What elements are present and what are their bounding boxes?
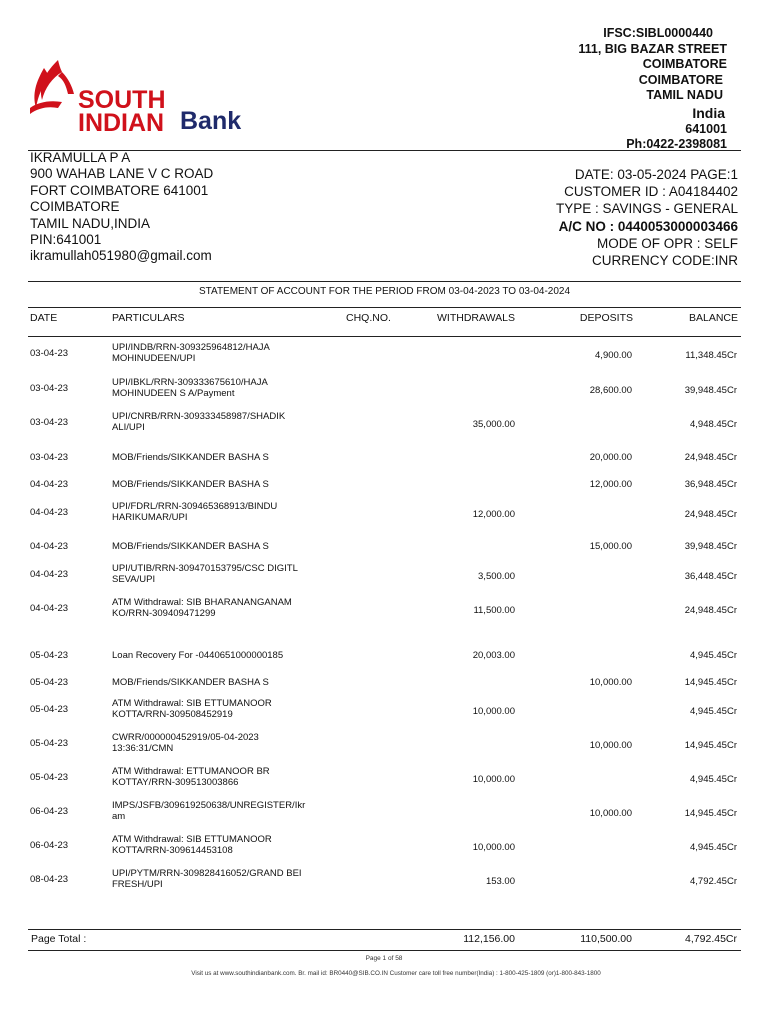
row-date: 04-04-23 <box>30 603 69 614</box>
branch-phone: Ph:0422-2398081 <box>626 137 727 151</box>
customer-addr1: 900 WAHAB LANE V C ROAD <box>30 166 214 182</box>
row-withdrawal: 11,500.00 <box>473 605 515 616</box>
row-particulars <box>112 732 337 754</box>
row-particulars-line1: CWRR/000000452919/05-04-2023 <box>112 732 259 743</box>
branch-country: India <box>692 104 725 121</box>
page-total-withdrawals: 112,156.00 <box>463 933 515 945</box>
row-balance: 39,948.45Cr <box>684 385 737 396</box>
row-particulars-line1: UPI/CNRB/RRN-309333458987/SHADIK <box>112 411 286 422</box>
row-date: 05-04-23 <box>30 677 69 688</box>
row-deposit: 20,000.00 <box>589 452 632 463</box>
logo-bank: Bank <box>180 107 242 135</box>
row-date: 05-04-23 <box>30 650 69 661</box>
row-particulars-line2: KOTTA/RRN-309508452919 <box>112 709 233 720</box>
row-particulars-line2: MOHINUDEEN S A/Payment <box>112 388 235 399</box>
col-date: DATE <box>30 312 58 324</box>
row-particulars <box>112 834 337 856</box>
row-particulars-line1: IMPS/JSFB/309619250638/UNREGISTER/Ikr <box>112 800 306 811</box>
row-balance: 14,945.45Cr <box>684 740 737 751</box>
row-date: 05-04-23 <box>30 772 69 783</box>
row-particulars-line2: FRESH/UPI <box>112 879 163 890</box>
row-balance: 36,948.45Cr <box>684 479 737 490</box>
row-date: 03-04-23 <box>30 452 69 463</box>
row-particulars-line1: UPI/INDB/RRN-309325964812/HAJA <box>112 342 270 353</box>
customer-id: CUSTOMER ID : A04184402 <box>564 184 738 200</box>
page-total-row <box>28 929 741 951</box>
row-date: 05-04-23 <box>30 704 69 715</box>
col-withdrawals: WITHDRAWALS <box>437 312 515 324</box>
branch-city1: COIMBATORE <box>642 57 727 71</box>
customer-addr2: FORT COIMBATORE 641001 <box>30 182 209 198</box>
statement-title: STATEMENT OF ACCOUNT FOR THE PERIOD FROM 03-04-2023 TO 03-04-2024 <box>198 286 571 297</box>
customer-name: IKRAMULLA P A <box>30 150 131 165</box>
row-particulars <box>112 541 337 552</box>
row-withdrawal: 3,500.00 <box>478 571 515 582</box>
row-balance: 4,792.45Cr <box>689 876 737 887</box>
page-total-deposits: 110,500.00 <box>580 933 632 945</box>
row-withdrawal: 153.00 <box>485 876 515 887</box>
logo-indian: INDIAN <box>78 109 165 137</box>
row-particulars-line1: UPI/FDRL/RRN-309465368913/BINDU <box>112 501 278 512</box>
col-chq: CHQ.NO. <box>346 312 391 324</box>
bank-logo <box>28 58 248 138</box>
branch-pin: 641001 <box>685 121 727 136</box>
statement-date-page: DATE: 03-05-2024 PAGE:1 <box>574 167 738 182</box>
row-particulars <box>112 677 337 688</box>
info-divider <box>28 281 741 282</box>
row-balance: 4,945.45Cr <box>689 706 737 717</box>
row-balance: 11,348.45Cr <box>685 350 737 361</box>
customer-pin: PIN:641001 <box>30 232 102 248</box>
row-particulars <box>112 597 337 619</box>
row-date: 06-04-23 <box>30 806 69 817</box>
row-particulars <box>112 411 337 433</box>
logo-south: SOUTH <box>78 86 166 114</box>
col-particulars: PARTICULARS <box>112 312 185 324</box>
customer-email: ikramullah051980@gmail.com <box>30 248 212 264</box>
row-particulars-line2: KO/RRN-309409471299 <box>112 608 216 619</box>
row-particulars <box>112 800 337 822</box>
branch-state: TAMIL NADU <box>646 88 723 102</box>
row-particulars-line1: MOB/Friends/SIKKANDER BASHA S <box>112 677 269 688</box>
row-particulars-line1: MOB/Friends/SIKKANDER BASHA S <box>112 541 269 552</box>
customer-address <box>30 150 213 265</box>
row-particulars-line1: ATM Withdrawal: SIB BHARANANGANAM <box>112 597 292 608</box>
row-balance: 4,945.45Cr <box>689 650 737 661</box>
row-deposit: 10,000.00 <box>589 677 632 688</box>
row-particulars-line2: 13:36:31/CMN <box>112 743 174 754</box>
row-particulars <box>112 868 337 890</box>
row-withdrawal: 10,000.00 <box>472 774 515 785</box>
row-particulars-line1: MOB/Friends/SIKKANDER BASHA S <box>112 479 269 490</box>
row-date: 04-04-23 <box>30 507 69 518</box>
row-withdrawal: 35,000.00 <box>472 419 515 430</box>
row-particulars <box>112 698 337 720</box>
row-particulars <box>112 650 337 661</box>
row-balance: 4,948.45Cr <box>689 419 737 430</box>
account-number: A/C NO : 0440053000003466 <box>558 218 738 234</box>
row-particulars-line1: ATM Withdrawal: SIB ETTUMANOOR <box>112 834 272 845</box>
col-deposits: DEPOSITS <box>579 312 633 324</box>
row-balance: 36,448.45Cr <box>684 571 737 582</box>
currency-code: CURRENCY CODE:INR <box>591 253 738 269</box>
row-particulars <box>112 563 337 585</box>
row-withdrawal: 20,003.00 <box>472 650 515 661</box>
customer-addr3: COIMBATORE <box>30 199 120 215</box>
row-withdrawal: 12,000.00 <box>472 509 515 520</box>
account-type: TYPE : SAVINGS - GENERAL <box>555 201 738 217</box>
row-particulars-line1: Loan Recovery For -0440651000000185 <box>112 650 284 661</box>
row-date: 03-04-23 <box>30 417 69 428</box>
row-date: 08-04-23 <box>30 874 69 885</box>
row-particulars-line2: HARIKUMAR/UPI <box>112 512 188 523</box>
row-deposit: 4,900.00 <box>595 350 632 361</box>
row-particulars-line1: ATM Withdrawal: ETTUMANOOR BR <box>112 766 270 777</box>
row-withdrawal: 10,000.00 <box>472 842 515 853</box>
row-deposit: 28,600.00 <box>589 385 632 396</box>
customer-addr4: TAMIL NADU,INDIA <box>30 215 151 231</box>
row-deposit: 15,000.00 <box>589 541 632 552</box>
row-date: 03-04-23 <box>30 383 69 394</box>
row-date: 06-04-23 <box>30 840 69 851</box>
row-balance: 24,948.45Cr <box>684 605 737 616</box>
row-balance: 24,948.45Cr <box>684 509 737 520</box>
row-balance: 14,945.45Cr <box>684 677 737 688</box>
row-particulars <box>112 766 337 788</box>
row-date: 04-04-23 <box>30 479 69 490</box>
mode-of-operation: MODE OF OPR : SELF <box>596 235 738 251</box>
row-date: 04-04-23 <box>30 569 69 580</box>
row-deposit: 12,000.00 <box>589 479 632 490</box>
row-deposit: 10,000.00 <box>589 808 632 819</box>
row-date: 03-04-23 <box>30 348 69 359</box>
row-particulars-line1: MOB/Friends/SIKKANDER BASHA S <box>112 452 269 463</box>
branch-city2: COIMBATORE <box>638 72 723 87</box>
col-balance: BALANCE <box>688 312 738 324</box>
footer-contact: Visit us at www.southindianbank.com. Br. mail id: BR0440@SIB.CO.IN Customer care toll free number(India) : 1-800-425-1809 (or)1-800-843-1800 <box>191 970 601 977</box>
row-balance: 24,948.45Cr <box>684 452 737 463</box>
branch-details <box>578 26 727 153</box>
row-balance: 4,945.45Cr <box>689 842 737 853</box>
row-particulars-line1: ATM Withdrawal: SIB ETTUMANOOR <box>112 698 272 709</box>
row-particulars-line1: UPI/IBKL/RRN-309333675610/HAJA <box>112 377 268 388</box>
branch-street: 111, BIG BAZAR STREET <box>578 41 727 56</box>
page-number: Page 1 of 58 <box>365 955 403 962</box>
row-particulars <box>112 501 337 523</box>
branch-ifsc: IFSC:SIBL0000440 <box>603 26 713 40</box>
page-total-balance: 4,792.45Cr <box>685 933 737 945</box>
row-particulars-line2: KOTTA/RRN-309614453108 <box>112 845 233 856</box>
row-balance: 14,945.45Cr <box>684 808 737 819</box>
row-particulars <box>112 377 337 399</box>
table-header <box>28 307 741 337</box>
row-particulars-line2: KOTTAY/RRN-309513003866 <box>112 777 239 788</box>
row-withdrawal: 10,000.00 <box>472 706 515 717</box>
row-balance: 4,945.45Cr <box>689 774 737 785</box>
row-balance: 39,948.45Cr <box>684 541 737 552</box>
row-date: 05-04-23 <box>30 738 69 749</box>
page-total-label: Page Total : <box>31 933 87 945</box>
account-info <box>556 166 738 269</box>
row-date: 04-04-23 <box>30 541 69 552</box>
row-particulars-line2: SEVA/UPI <box>112 574 156 585</box>
row-particulars <box>112 342 337 364</box>
row-particulars-line1: UPI/UTIB/RRN-309470153795/CSC DIGITL <box>112 563 298 574</box>
row-particulars-line2: MOHINUDEEN/UPI <box>112 353 196 364</box>
row-particulars <box>112 479 337 490</box>
row-deposit: 10,000.00 <box>589 740 632 751</box>
row-particulars <box>112 452 337 463</box>
row-particulars-line2: ALI/UPI <box>112 422 145 433</box>
row-particulars-line1: UPI/PYTM/RRN-309828416052/GRAND BEI <box>112 868 302 879</box>
row-particulars-line2: am <box>112 811 126 822</box>
